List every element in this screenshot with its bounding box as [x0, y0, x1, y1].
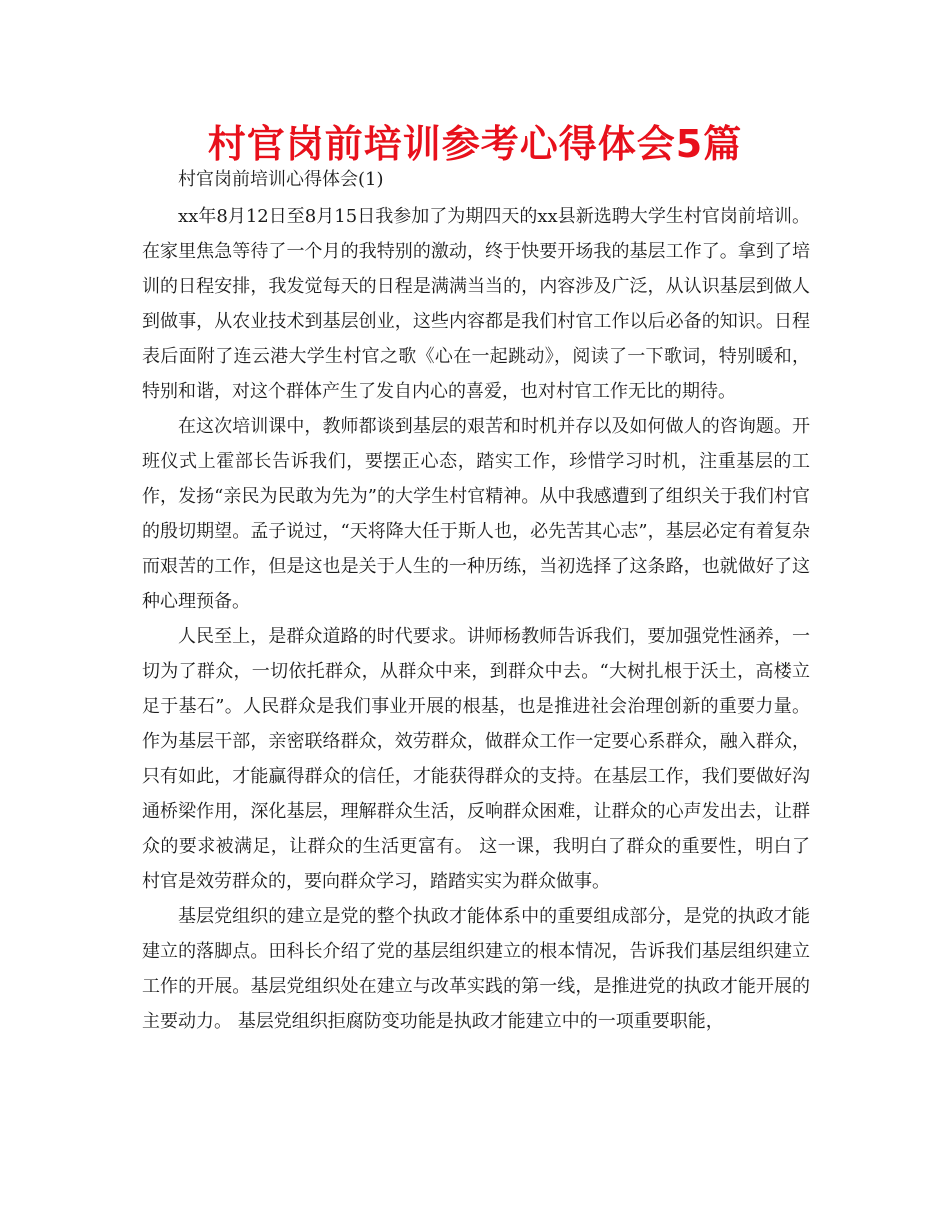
paragraph: 人民至上，是群众道路的时代要求。讲师杨教师告诉我们，要加强党性涵养，一切为了群众，一切依托群众，从群众中来，到群众中去。“大树扎根于沃土，高楼立足于基石”。人民群众是我们事业开展的根基，也是推进社会治理创新的重要力量。作为基层干部，亲密联络群众，效劳群众，做群众工作一定要心系群众，融入群众，只有如此，才能赢得群众的信任，才能获得群众的支持。在基层工作，我们要做好沟通桥梁作用，深化基层，理解群众生活，反响群众困难，让群众的心声发出去，让群众的要求被满足，让群众的生活更富有。 这一课，我明白了群众的重要性，明白了村官是效劳群众的，要向群众学习，踏踏实实为群众做事。 — [142, 626, 810, 892]
document-title: 村官岗前培训参考心得体会5篇 — [207, 122, 743, 166]
paragraph: xx年8月12日至8月15日我参加了为期四天的xx县新选聘大学生村官岗前培训。在家里焦急等待了一个月的我特别的激动，终于快要开场我的基层工作了。拿到了培训的日程安排，我发觉每天的日程是满满当当的，内容涉及广泛，从认识基层到做人到做事，从农业技术到基层创业，这些内容都是我们村官工作以后必备的知识。日程表后面附了连云港大学生村官之歌《心在一起跳动》，阅读了一下歌词，特别暖和，特别和谐，对这个群体产生了发自内心的喜爱，也对村官工作无比的期待。 — [142, 206, 810, 402]
document-body — [142, 164, 810, 1039]
paragraph: 在这次培训课中，教师都谈到基层的艰苦和时机并存以及如何做人的咨询题。开班仪式上霍部长告诉我们，要摆正心态，踏实工作，珍惜学习时机，注重基层的工作，发扬“亲民为民敢为先为”的大学生村官精神。从中我感遭到了组织关于我们村官的殷切期望。孟子说过，“天将降大任于斯人也，必先苦其心志”，基层必定有着复杂而艰苦的工作，但是这也是关于人生的一种历练，当初选择了这条路，也就做好了这种心理预备。 — [142, 416, 810, 612]
paragraph: 基层党组织的建立是党的整个执政才能体系中的重要组成部分，是党的执政才能建立的落脚点。田科长介绍了党的基层组织建立的根本情况，告诉我们基层组织建立工作的开展。基层党组织处在建立与改革实践的第一线，是推进党的执政才能开展的主要动力。 基层党组织拒腐防变功能是执政才能建立中的一项重要职能， — [142, 906, 810, 1032]
section-subtitle: 村官岗前培训心得体会(1) — [178, 169, 384, 190]
